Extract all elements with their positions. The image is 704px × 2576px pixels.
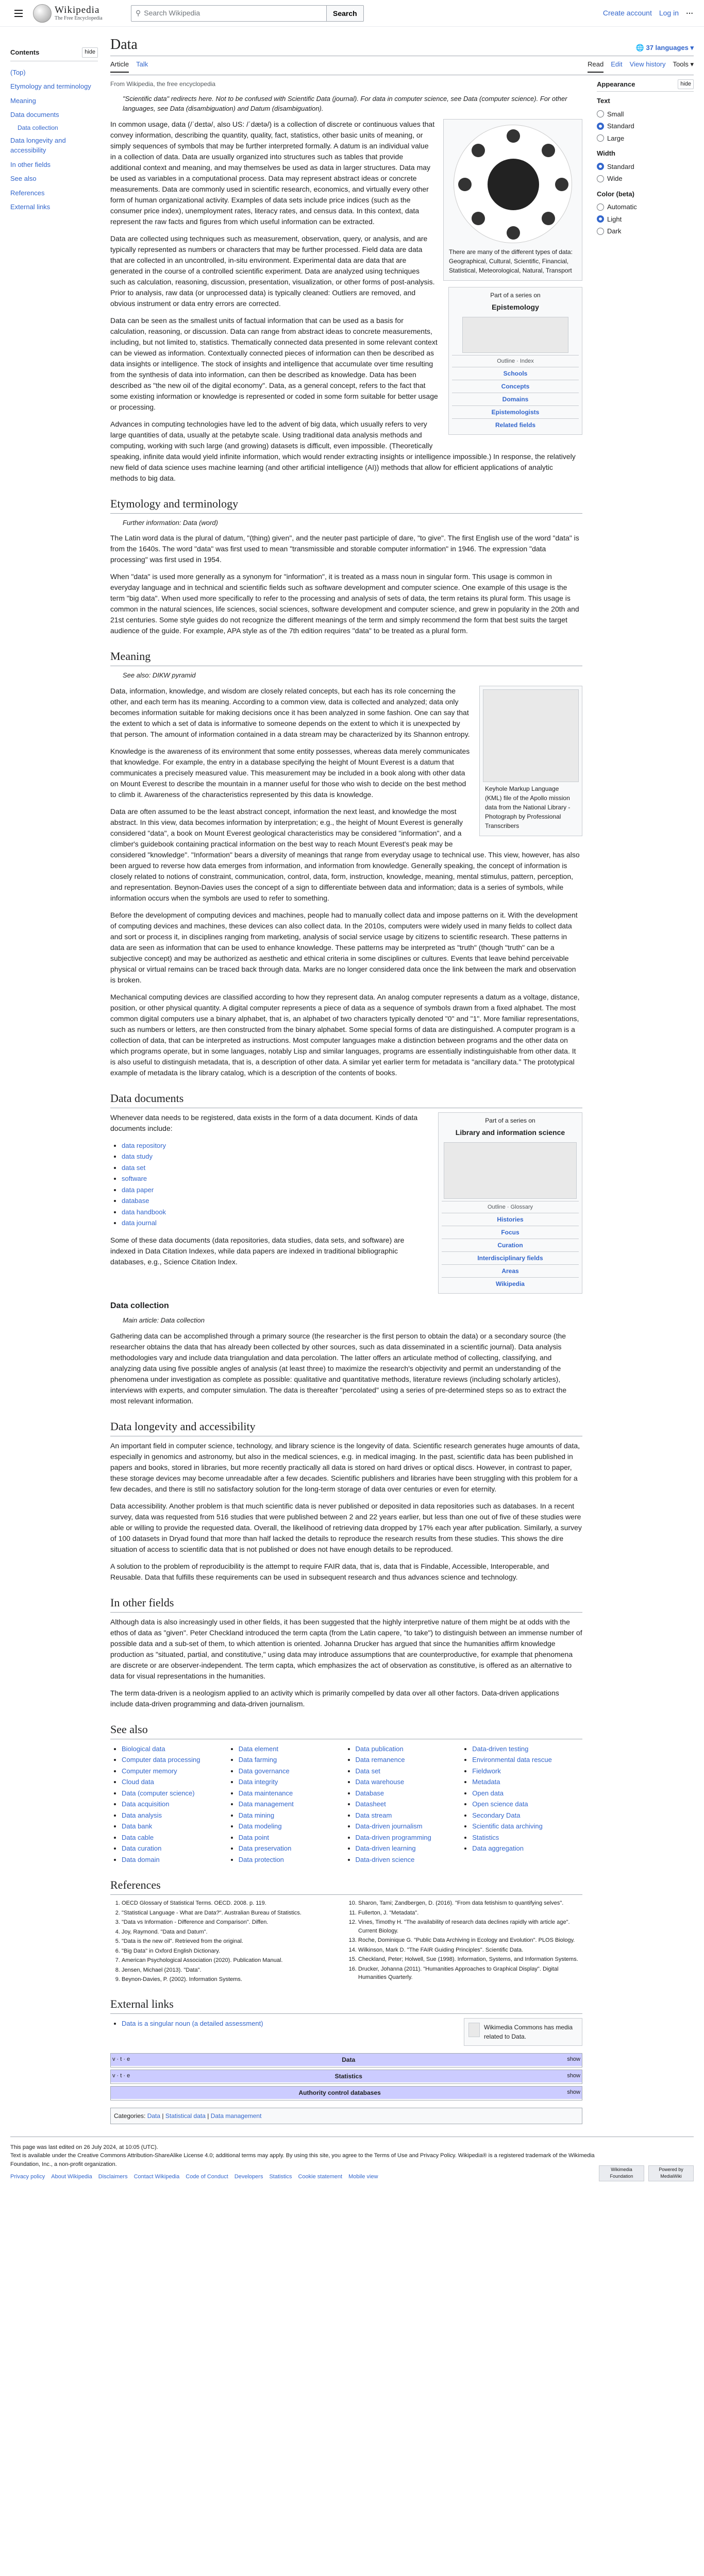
see-also-item[interactable]: • Scientific data archiving bbox=[472, 1821, 582, 1832]
width-label: Width bbox=[597, 149, 615, 157]
see-also-item[interactable]: • Data bank bbox=[122, 1821, 232, 1832]
see-also-item[interactable]: • Data management bbox=[239, 1799, 349, 1810]
toc-item[interactable]: Etymology and terminology bbox=[10, 82, 91, 90]
toc-hide-button[interactable]: hide bbox=[82, 47, 98, 58]
toc-item[interactable]: References bbox=[10, 189, 45, 197]
create-account-link[interactable]: Create account bbox=[602, 9, 652, 17]
see-also-item[interactable]: • Statistics bbox=[472, 1832, 582, 1843]
documents-list bbox=[110, 1140, 430, 1229]
reference-item: 10. Sharon, Tami; Zandbergen, D. (2016). "From data fetishism to quantifying selves". bbox=[358, 1899, 582, 1908]
see-also-item[interactable]: • Data modeling bbox=[239, 1821, 349, 1832]
section-heading: Etymology and terminology bbox=[110, 495, 582, 514]
reference-item: 7. American Psychological Association (2020). Publication Manual. bbox=[122, 1956, 346, 1965]
reference-item: 14. Wilkinson, Mark D. "The FAIR Guiding Principles". Scientific Data. bbox=[358, 1946, 582, 1955]
section-heading: Data longevity and accessibility bbox=[110, 1418, 582, 1436]
reference-item: 13. Roche, Dominique G. "Public Data Archiving in Ecology and Evolution". PLOS Biology. bbox=[358, 1936, 582, 1945]
see-also-item[interactable]: • Data aggregation bbox=[472, 1843, 582, 1854]
see-also-item[interactable]: • Datasheet bbox=[356, 1799, 466, 1810]
list-item[interactable]: • software bbox=[122, 1173, 430, 1184]
see-also-item[interactable]: • Data point bbox=[239, 1832, 349, 1843]
language-button[interactable]: 🌐 37 languages ▾ bbox=[635, 43, 694, 52]
section-heading: See also bbox=[110, 1721, 582, 1739]
wikimedia-badge[interactable]: Wikimedia Foundation bbox=[599, 2165, 644, 2181]
see-also-item[interactable]: • Data publication bbox=[356, 1743, 466, 1755]
see-also-item[interactable]: • Fieldwork bbox=[472, 1766, 582, 1777]
kml-figure bbox=[479, 686, 582, 836]
see-also-item[interactable]: • Data domain bbox=[122, 1854, 232, 1866]
footer-link[interactable]: Statistics bbox=[269, 2174, 292, 2180]
sidebar-row[interactable]: Outline · Glossary bbox=[442, 1201, 579, 1213]
reference-item: 16. Drucker, Johanna (2011). "Humanities Approaches to Graphical Display". Digital Humanities Quarterly. bbox=[358, 1965, 582, 1982]
sidebar-title[interactable]: Library and information science bbox=[455, 1128, 565, 1137]
meaning-paragraph: Data are often assumed to be the least abstract concept, information the next least, and knowledge the most abstract. In this view, data becomes information by interpretation; e.g., the height of Mount Everest is generally considered "data", a book on Mount Everest geological characteristics may be considered "information", and a climber's guidebook containing practical information on the best way to reach Mount Everest's peak may be considered "knowledge". "Information" bears a diversity of meanings that range from everyday usage to technical use. This view, however, has also been argued to reverse how data emerges from information, and information from knowledge. Generally speaking, the concept of information is closely related to notions of constraint, communication, control, data, form, instruction, knowledge, meaning, mental stimulus, pattern, perception, and representation. Beynon-Davies uses the concept of a sign to differentiate between data and information; data is a series of symbols, while information occurs when the symbols are used to refer to something. bbox=[110, 807, 580, 902]
radio-width-standard[interactable]: Standard bbox=[597, 161, 694, 173]
navbox-authority-control bbox=[110, 2086, 582, 2100]
intro-paragraph: Data can be seen as the smallest units of factual information that can be used as a basis for calculation, reasoning, or discussion. Data can range from abstract ideas to concrete measurements, including, but not limited to, statistics. Thematically connected data presented in some relevant context can be viewed as information. Contextually connected pieces of information can then be described as data insights or intelligence. The stock of insights and intelligence that accumulate over time resulting from the synthesis of data into information, can then be described as knowledge. Data has been described as "the new oil of the digital economy". Data, as a general concept, refers to the fact that some existing information or knowledge is represented or coded in some form suitable for better usage or processing. bbox=[110, 316, 438, 411]
see-also-item[interactable]: • Data-driven programming bbox=[356, 1832, 466, 1843]
see-also-item[interactable]: • Metadata bbox=[472, 1776, 582, 1788]
see-also-item[interactable]: • Data integrity bbox=[239, 1776, 349, 1788]
sidebar-row[interactable]: Concepts bbox=[452, 380, 579, 393]
see-also-item[interactable]: • Data remanence bbox=[356, 1754, 466, 1766]
category-link[interactable]: Data bbox=[147, 2112, 161, 2120]
intro-paragraph: In common usage, data (/ˈdeɪtə/, also US: /ˈdætə/) is a collection of discrete or continuous values that convey information, describing the quantity, quality, fact, statistics, other basic units of meaning, or simply sequences of symbols that may be further interpreted formally. A datum is an individual value in a collection of data. Data are usually organized into structures such as tables that provide additional context and meaning, and may themselves be used as data in larger structures. Data may be used as variables in a computational process. Data may represent abstract ideas or concrete measurements. Data are commonly used in scientific research, economics, and virtually every other form of human organizational activity. Examples of data sets include price indices (such as the consumer price index), unemployment rates, literacy rates, and census data. In this context, data represent the raw facts and figures from which useful information can be extracted. bbox=[110, 120, 435, 226]
navbox-header[interactable]: v · t · e show Data bbox=[111, 2054, 582, 2067]
see-also-item[interactable]: • Data curation bbox=[122, 1843, 232, 1854]
reference-item: 6. "Big Data" in Oxford English Dictionary. bbox=[122, 1947, 346, 1956]
footer-link[interactable]: Privacy policy bbox=[10, 2174, 45, 2180]
epistemology-sidebar bbox=[448, 287, 582, 435]
sidebar-row[interactable]: Related fields bbox=[452, 418, 579, 431]
figure-caption: There are many of the different types of data: Geographical, Cultural, Scientific, Financial, Statistical, Meteorological, Natural, Transport bbox=[449, 248, 573, 274]
reference-item: 11. Fullerton, J. "Metadata". bbox=[358, 1909, 582, 1918]
subsection-heading: Data collection bbox=[110, 1301, 169, 1310]
external-link[interactable]: • Data is a singular noun (a detailed assessment) bbox=[122, 2018, 263, 2029]
toc-item[interactable]: In other fields bbox=[10, 160, 51, 168]
reference-item: 9. Beynon-Davies, P. (2002). Information Systems. bbox=[122, 1975, 346, 1984]
meaning-paragraph: Mechanical computing devices are classified according to how they represent data. An analog computer represents a datum as a voltage, distance, position, or other physical quantity. A digital computer represents a piece of data as a sequence of symbols drawn from a fixed alphabet. The most common digital computers use a binary alphabet, that is, an alphabet of two characters typically denoted "0" and "1". More familiar representations, such as numbers or letters, are then constructed from the binary alphabet. Some special forms of data are distinguished. A computer program is a collection of data, that can be interpreted as instructions. Most computer languages make a distinction between programs and the other data on which programs operate, but in some languages, notably Lisp and similar languages, programs are essentially indistinguishable from other data. It is also useful to distinguish metadata, that is, a description of other data. A similar yet earlier term for metadata is "ancillary data." The prototypical example of metadata is the library catalog, which is a description of the contents of books. bbox=[110, 992, 580, 1077]
hatnote: "Scientific data" redirects here. Not to be confused with Scientific Data (journal). For data in computer science, see Data (computer science). For other languages, see Data (disambiguation) and Datum (disambiguation). bbox=[123, 94, 567, 112]
sidebar-row[interactable]: Wikipedia bbox=[442, 1277, 579, 1290]
sidebar-row[interactable]: Schools bbox=[452, 367, 579, 380]
see-also-item[interactable]: • Environmental data rescue bbox=[472, 1754, 582, 1766]
see-also-item[interactable]: • Data analysis bbox=[122, 1810, 232, 1821]
hatnote: See also: DIKW pyramid bbox=[123, 671, 196, 679]
article-body bbox=[110, 75, 591, 2124]
reference-item: 2. "Statistical Language - What are Data?". Australian Bureau of Statistics. bbox=[122, 1909, 346, 1918]
table-of-contents bbox=[10, 27, 98, 2124]
data-types-diagram bbox=[454, 125, 572, 243]
footer-link[interactable]: Disclaimers bbox=[98, 2174, 128, 2180]
tools-menu[interactable]: Tools ▾ bbox=[673, 60, 694, 68]
appearance-panel bbox=[591, 75, 694, 2124]
user-links bbox=[603, 8, 694, 19]
radio-large[interactable]: Large bbox=[597, 132, 694, 145]
figure-caption: Keyhole Markup Language (KML) file of the Apollo mission data from the National Library - Photograph by Professional Transcribers bbox=[485, 785, 571, 829]
see-also-item[interactable]: • Computer memory bbox=[122, 1766, 232, 1777]
see-also-item[interactable]: • Data set bbox=[356, 1766, 466, 1777]
see-also-item[interactable]: • Data preservation bbox=[239, 1843, 349, 1854]
tab-talk[interactable]: Talk bbox=[136, 60, 148, 68]
hatnote: Main article: Data collection bbox=[123, 1316, 205, 1324]
longevity-paragraph: An important field in computer science, technology, and library science is the longevity of data. Scientific research generates huge amounts of data, especially in genomics and astronomy, but also in the medical sciences, e.g. in medical imaging. In the past, scientific data has been published in papers and books, stored in libraries, but more recently practically all data is stored on hard drives or optical discs. However, in contrast to paper, these storage devices may become unreadable after a few decades. Scientific publishers and libraries have been struggling with this problem for a few decades, and there is still no satisfactory solution for the long-term storage of data over centuries or even for eternity. bbox=[110, 1441, 580, 1493]
meaning-paragraph: Before the development of computing devices and machines, people had to manually collect data and impose patterns on it. With the development of computing devices and machines, these devices can also collect data. In the 2010s, computers were widely used in many fields to collect data and sort or process it, in disciplines ranging from marketing, analysis of social service usage by citizens to scientific research. These patterns in data are seen as information that can be used to enhance knowledge. These patterns may be interpreted as "truth" (though "truth" can be a subjective concept) and may be authorized as aesthetic and ethical criteria in some disciplines or cultures. Events that leave behind perceivable physical or virtual remains can be traced back through data. Marks are no longer considered data once the link between the mark and observation is broken. bbox=[110, 910, 578, 984]
sidebar-row[interactable]: Focus bbox=[442, 1226, 579, 1239]
main-menu-icon[interactable] bbox=[10, 5, 27, 22]
navbox-header[interactable]: show Authority control databases bbox=[111, 2087, 582, 2100]
site-header bbox=[0, 0, 704, 27]
page-footer bbox=[10, 2137, 694, 2188]
tab-read[interactable]: Read bbox=[588, 59, 604, 73]
footer-link[interactable]: Mobile view bbox=[348, 2174, 378, 2180]
sidebar-row[interactable]: Outline · Index bbox=[452, 355, 579, 367]
commons-text: Wikimedia Commons has media related to Data. bbox=[484, 2023, 573, 2040]
list-item[interactable]: • data study bbox=[122, 1151, 430, 1162]
external-links-list bbox=[110, 2018, 263, 2029]
see-also-item[interactable]: • Data element bbox=[239, 1743, 349, 1755]
see-also-item[interactable]: • Data stream bbox=[356, 1810, 466, 1821]
reference-item: 4. Joy, Raymond. "Data and Datum". bbox=[122, 1928, 346, 1937]
see-also-item[interactable]: • Data protection bbox=[239, 1854, 349, 1866]
collection-paragraph: Gathering data can be accomplished through a primary source (the researcher is the first person to obtain the data) or a secondary source (the researcher obtains the data that has already been collected by other sources, such as data disseminated in a scientific journal). Data analysis methodologies vary and include data triangulation and data percolation. The latter offers an articulate method of collecting, classifying, and analyzing data using five possible angles of analysis (at least three) to maximize the research's objectivity and permit an understanding of the phenomena under investigation as complete as possible: qualitative and quantitative methods, literature reviews (including scholarly articles), interviews with experts, and computer simulation. The data is thereafter "percolated" using a series of pre-determined steps so as to extract the most relevant information. bbox=[110, 1331, 567, 1405]
toc-item[interactable]: Data documents bbox=[10, 111, 59, 118]
globe-icon bbox=[33, 4, 52, 23]
library-image bbox=[444, 1142, 577, 1199]
toc-item[interactable]: See also bbox=[10, 175, 37, 182]
logo-tagline: The Free Encyclopedia bbox=[55, 15, 103, 22]
appearance-heading: Appearance bbox=[597, 80, 635, 88]
reference-item: 5. "Data is the new oil". Retrieved from the original. bbox=[122, 1937, 346, 1946]
sidebar-part-of: Part of a series on bbox=[485, 1116, 535, 1124]
last-edited: This page was last edited on 26 July 2024, at 10:05 (UTC). bbox=[10, 2144, 158, 2150]
see-also-item[interactable]: • Secondary Data bbox=[472, 1810, 582, 1821]
footer-link[interactable]: Code of Conduct bbox=[186, 2174, 228, 2180]
commons-logo-icon bbox=[468, 2023, 480, 2037]
sidebar-row[interactable]: Histories bbox=[442, 1213, 579, 1226]
longevity-paragraph: A solution to the problem of reproducibility is the attempt to require FAIR data, that is, data that is Findable, Accessible, Interoperable, and Reusable. Data that fulfills these requirements can be used in subsequent research and thus advances science and technology. bbox=[110, 1562, 549, 1581]
see-also-item[interactable]: • Data governance bbox=[239, 1766, 349, 1777]
page-title: Data bbox=[110, 37, 138, 53]
sidebar-title[interactable]: Epistemology bbox=[492, 302, 539, 311]
search-icon: ⚲ bbox=[136, 9, 141, 17]
reference-item: 12. Vines, Timothy H. "The availability of research data declines rapidly with article age". Current Biology. bbox=[358, 1918, 582, 1935]
sidebar-row[interactable]: Interdisciplinary fields bbox=[442, 1251, 579, 1264]
search-input[interactable] bbox=[131, 5, 327, 22]
see-also-item[interactable]: • Data-driven journalism bbox=[356, 1821, 466, 1832]
search-button[interactable]: Search bbox=[327, 5, 364, 22]
meaning-paragraph: Data, information, knowledge, and wisdom are closely related concepts, but each has its role concerning the other, and each term has its meaning. According to a common view, data is collected and analyzed; data only becomes information suitable for making decisions once it has been analyzed in some fashion. One can say that the extent to which a set of data is informative to someone depends on the extent to which it is unexpected by that person. The amount of information contained in a data stream may be characterized by its Shannon entropy. bbox=[110, 686, 470, 738]
tagline: From Wikipedia, the free encyclopedia bbox=[110, 80, 216, 88]
footer-links bbox=[10, 2173, 599, 2181]
other-fields-paragraph: The term data-driven is a neologism applied to an activity which is primarily compelled by data over all other factors. Data-driven applications include data-driven programming and data-driven journalism. bbox=[110, 1688, 559, 1708]
category-link[interactable]: Statistical data bbox=[165, 2112, 206, 2120]
see-also-item[interactable]: • Data warehouse bbox=[356, 1776, 466, 1788]
see-also-item[interactable]: • Biological data bbox=[122, 1743, 232, 1755]
see-also-item[interactable]: • Database bbox=[356, 1788, 466, 1799]
see-also-item[interactable]: • Open data bbox=[472, 1788, 582, 1799]
section-heading: Meaning bbox=[110, 648, 582, 666]
toc-item[interactable]: (Top) bbox=[10, 68, 26, 76]
toc-item[interactable]: Meaning bbox=[10, 96, 36, 105]
radio-standard[interactable]: Standard bbox=[597, 120, 694, 132]
section-heading: References bbox=[110, 1876, 582, 1895]
navbox-header[interactable]: v · t · e show Statistics bbox=[111, 2070, 582, 2083]
etymology-paragraph: The Latin word data is the plural of datum, "(thing) given", and the neuter past participle of dare, "to give". The first English use of the word "data" is from the 1640s. The word "data" was first used to mean "transmissible and storable computer information" in 1946. The expression "data processing" was first used in 1954. bbox=[110, 534, 579, 564]
see-also-item[interactable]: • Data (computer science) bbox=[122, 1788, 232, 1799]
wikipedia-logo[interactable] bbox=[33, 4, 121, 23]
sidebar-part-of: Part of a series on bbox=[490, 291, 541, 299]
see-also-item[interactable]: • Data farming bbox=[239, 1754, 349, 1766]
see-also-item[interactable]: • Data maintenance bbox=[239, 1788, 349, 1799]
sidebar-row[interactable]: Epistemologists bbox=[452, 405, 579, 418]
documents-paragraph: Some of these data documents (data repositories, data studies, data sets, and software) are indexed in Data Citation Indexes, while data papers are indexed in traditional bibliographic databases, e.g., Science Citation Index. bbox=[110, 1235, 405, 1266]
commons-box[interactable] bbox=[464, 2018, 582, 2046]
footer-link[interactable]: About Wikipedia bbox=[51, 2174, 92, 2180]
see-also-item[interactable]: • Data-driven science bbox=[356, 1854, 466, 1866]
see-also-item[interactable]: • Data acquisition bbox=[122, 1799, 232, 1810]
license-text: Text is available under the Creative Commons Attribution-ShareAlike License 4.0; additional terms may apply. By using this site, you agree to the Terms of Use and Privacy Policy. Wikipedia® is a registered trademark of the Wikimedia Foundation, Inc., a non-profit organization. bbox=[10, 2153, 595, 2167]
see-also-item[interactable]: • Data mining bbox=[239, 1810, 349, 1821]
kml-image bbox=[483, 689, 579, 782]
see-also-item[interactable]: • Data cable bbox=[122, 1832, 232, 1843]
section-heading: External links bbox=[110, 1995, 582, 2014]
intro-paragraph: Data are collected using techniques such as measurement, observation, query, or analysis, and are typically represented as numbers or characters that may be further processed. Field data are data that are collected in an uncontrolled, in-situ environment. Experimental data are data that are generated in the course of a controlled scientific experiment. Data are analyzed using techniques such as calculation, reasoning, discussion, presentation, visualization, or other forms of post-analysis. Prior to analysis, raw data (or unprocessed data) is typically cleaned: Outliers are removed, and obvious instrument or data entry errors are corrected. bbox=[110, 234, 435, 308]
radio-small[interactable]: Small bbox=[597, 108, 694, 121]
toc-item[interactable]: External links bbox=[10, 203, 51, 211]
text-size-label: Text bbox=[597, 97, 610, 105]
list-item[interactable]: • data paper bbox=[122, 1184, 430, 1196]
radio-color-dark[interactable]: Dark bbox=[597, 225, 694, 238]
library-sidebar bbox=[438, 1112, 582, 1294]
list-item[interactable]: • data set bbox=[122, 1162, 430, 1174]
list-item[interactable]: • data repository bbox=[122, 1140, 430, 1151]
data-types-figure bbox=[443, 119, 582, 281]
reference-item: 1. OECD Glossary of Statistical Terms. OECD. 2008. p. 119. bbox=[122, 1899, 346, 1908]
see-also-item[interactable]: • Computer data processing bbox=[122, 1754, 232, 1766]
radio-color-automatic[interactable]: Automatic bbox=[597, 201, 694, 213]
see-also-item[interactable]: • Open science data bbox=[472, 1799, 582, 1810]
reference-item: 3. "Data vs Information - Difference and Comparison". Diffen. bbox=[122, 1918, 346, 1927]
epistemology-image bbox=[462, 317, 568, 353]
list-item[interactable]: • data handbook bbox=[122, 1207, 430, 1218]
radio-color-light[interactable]: Light bbox=[597, 213, 694, 226]
meaning-paragraph: Knowledge is the awareness of its environment that some entity possesses, whereas data merely communicates that knowledge. For example, the entry in a database specifying the height of Mount Everest is a datum that communicates a precisely measured value. This measurement may be included in a book along with other data on Mount Everest to describe the mountain in a manner useful for those who wish to decide on the best method to climb it. Awareness of the characteristics represented by this data is knowledge. bbox=[110, 747, 470, 799]
hatnote: Further information: Data (word) bbox=[123, 518, 218, 527]
color-label: Color (beta) bbox=[597, 190, 634, 198]
toc-item[interactable]: Data longevity and accessibility bbox=[10, 136, 66, 154]
reference-item: 8. Jensen, Michael (2013). "Data". bbox=[122, 1966, 346, 1975]
see-also-item[interactable]: • Cloud data bbox=[122, 1776, 232, 1788]
category-label[interactable]: Categories: bbox=[114, 2112, 146, 2120]
list-item[interactable]: • data journal bbox=[122, 1217, 430, 1229]
list-item[interactable]: • database bbox=[122, 1195, 430, 1207]
documents-paragraph: Whenever data needs to be registered, data exists in the form of a data document. Kinds of data documents include: bbox=[110, 1113, 418, 1132]
category-link[interactable]: Data management bbox=[210, 2112, 262, 2120]
search-form bbox=[131, 5, 364, 22]
see-also-item[interactable]: • Data-driven testing bbox=[472, 1743, 582, 1755]
see-also-item[interactable]: • Data-driven learning bbox=[356, 1843, 466, 1854]
radio-width-wide[interactable]: Wide bbox=[597, 173, 694, 185]
see-also-list bbox=[110, 1743, 582, 1866]
references-list bbox=[110, 1899, 582, 1984]
search-placeholder: Search Wikipedia bbox=[144, 9, 200, 17]
footer-link[interactable]: Contact Wikipedia bbox=[133, 2174, 180, 2180]
login-link[interactable]: Log in bbox=[659, 9, 679, 17]
navbox-statistics bbox=[110, 2070, 582, 2084]
toc-heading: Contents bbox=[10, 48, 40, 56]
appearance-hide-button[interactable]: hide bbox=[678, 79, 694, 90]
page-tabs bbox=[110, 56, 694, 75]
logo-wordmark: Wikipedia bbox=[55, 4, 100, 15]
footer-link[interactable]: Developers bbox=[234, 2174, 263, 2180]
sidebar-row[interactable]: Curation bbox=[442, 1239, 579, 1251]
etymology-paragraph: When "data" is used more generally as a synonym for "information", it is treated as a mass noun in singular form. This usage is common in everyday language and in technical and scientific fields such as software development and computer science. One example of this usage is the term "big data". When used more specifically to refer to the processing and analysis of sets of data, the term retains its plural form. This usage is common in the natural sciences, life sciences, social sciences, software development and computer science, and grew in popularity in the 20th and 21st centuries. Some style guides do not recognize the different meanings of the term and simply recommend the form that best suits the target audience of the guide. For example, APA style as of the 7th edition requires "data" to be treated as a plural form. bbox=[110, 572, 579, 635]
mediawiki-badge[interactable]: Powered by MediaWiki bbox=[648, 2165, 694, 2181]
category-bar: Categories: Data | Statistical data | Data management bbox=[110, 2108, 582, 2124]
tab-article[interactable]: Article bbox=[110, 59, 129, 73]
reference-item: 15. Checkland, Peter; Holwell, Sue (1998). Information, Systems, and Information Systems. bbox=[358, 1955, 582, 1964]
tab-edit[interactable]: Edit bbox=[611, 60, 623, 68]
section-heading: In other fields bbox=[110, 1594, 582, 1613]
tab-view-history[interactable]: View history bbox=[629, 60, 666, 68]
other-fields-paragraph: Although data is also increasingly used in other fields, it has been suggested that the highly interpretive nature of them might be at odds with the ethos of data as "given". Peter Checkland introduced the term capta (from the Latin capere, "to take") to distinguish between an immense number of possible data and a sub-set of them, to which attention is oriented. Johanna Drucker has argued that since the humanities affirm knowledge production as "situated, partial, and constitutive," using data may introduce assumptions that are counterproductive, for example that phenomena are discrete or are observer-independent. The term capta, which emphasizes the act of observation as constitutive, is offered as an alternative to data for visual representations in the humanities. bbox=[110, 1617, 582, 1680]
intro-paragraph: Advances in computing technologies have led to the advent of big data, which usually refers to very large quantities of data, usually at the petabyte scale. Using traditional data analysis methods and computing, working with such large (and growing) datasets is difficult, even impossible. (Theoretically speaking, infinite data would yield infinite information, which would render extracting insights or intelligence impossible.) In response, the relatively new field of data science uses machine learning (and other artificial intelligence (AI)) methods that allow for efficient applications of analytic methods to big data. bbox=[110, 419, 576, 482]
section-heading: Data documents bbox=[110, 1090, 582, 1108]
toc-subitem[interactable]: Data collection bbox=[18, 124, 58, 131]
footer-link[interactable]: Cookie statement bbox=[298, 2174, 343, 2180]
sidebar-row[interactable]: Domains bbox=[452, 393, 579, 405]
navbox-data bbox=[110, 2053, 582, 2067]
sidebar-row[interactable]: Areas bbox=[442, 1264, 579, 1277]
longevity-paragraph: Data accessibility. Another problem is that much scientific data is never published or deposited in data repositories such as databases. In a recent survey, data was requested from 516 studies that were published between 2 and 22 years earlier, but less than one out of five of these studies were able or willing to provide the requested data. Overall, the likelihood of retrieving data dropped by 17% each year after publication. Similarly, a survey of 100 datasets in Dryad found that more than half lacked the details to reproduce the research results from these studies. This shows the dire situation of access to scientific data that is not published or does not have enough details to be reproduced. bbox=[110, 1501, 582, 1553]
more-options-icon[interactable]: ⋯ bbox=[686, 9, 694, 17]
